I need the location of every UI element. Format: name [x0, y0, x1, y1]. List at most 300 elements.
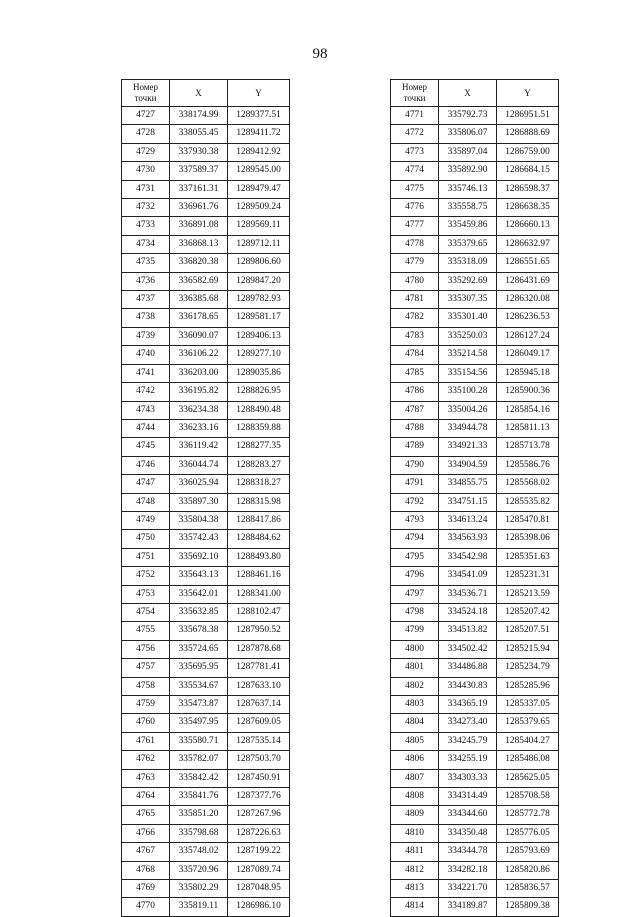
cell-x: 335792.73 [439, 107, 497, 125]
cell-point-number: 4751 [122, 548, 170, 566]
table-row [391, 659, 559, 677]
cell-point-number: 4778 [391, 235, 439, 253]
table-row [122, 640, 290, 658]
cell-point-number: 4781 [391, 291, 439, 309]
cell-x: 337161.31 [170, 180, 228, 198]
table-row [391, 383, 559, 401]
cell-x: 334921.33 [439, 438, 497, 456]
cell-point-number: 4771 [391, 107, 439, 125]
cell-x: 336195.82 [170, 383, 228, 401]
cell-y: 1286598.37 [497, 180, 559, 198]
cell-point-number: 4775 [391, 180, 439, 198]
cell-x: 334189.87 [439, 898, 497, 916]
cell-y: 1286320.08 [497, 291, 559, 309]
table-row [122, 438, 290, 456]
cell-point-number: 4734 [122, 235, 170, 253]
table-row [391, 162, 559, 180]
cell-x: 335782.07 [170, 751, 228, 769]
cell-point-number: 4744 [122, 419, 170, 437]
cell-x: 334541.09 [439, 567, 497, 585]
cell-point-number: 4783 [391, 327, 439, 345]
table-row [391, 180, 559, 198]
table-row [122, 383, 290, 401]
cell-y: 1288484.62 [228, 530, 290, 548]
table-row [122, 511, 290, 529]
cell-y: 1285809.38 [497, 898, 559, 916]
cell-x: 335746.13 [439, 180, 497, 198]
cell-x: 335695.95 [170, 659, 228, 677]
cell-point-number: 4747 [122, 475, 170, 493]
cell-x: 335804.38 [170, 511, 228, 529]
cell-x: 336203.00 [170, 364, 228, 382]
cell-x: 336961.76 [170, 199, 228, 217]
cell-point-number: 4773 [391, 143, 439, 161]
table-row [391, 898, 559, 916]
cell-y: 1289847.20 [228, 272, 290, 290]
cell-y: 1285900.36 [497, 383, 559, 401]
cell-x: 335841.76 [170, 788, 228, 806]
table-row [391, 401, 559, 419]
cell-point-number: 4740 [122, 346, 170, 364]
cell-y: 1285351.63 [497, 548, 559, 566]
table-row [122, 419, 290, 437]
cell-y: 1286660.13 [497, 217, 559, 235]
cell-point-number: 4802 [391, 677, 439, 695]
page-number: 98 [312, 46, 328, 62]
cell-point-number: 4755 [122, 622, 170, 640]
cell-y: 1287048.95 [228, 880, 290, 898]
cell-y: 1285404.27 [497, 732, 559, 750]
cell-x: 335724.65 [170, 640, 228, 658]
cell-y: 1285836.57 [497, 880, 559, 898]
cell-y: 1285776.05 [497, 824, 559, 842]
cell-x: 334944.78 [439, 419, 497, 437]
table-row [391, 493, 559, 511]
table-header-row [391, 80, 559, 107]
cell-y: 1289509.24 [228, 199, 290, 217]
table-row [122, 714, 290, 732]
cell-x: 336178.65 [170, 309, 228, 327]
cell-point-number: 4797 [391, 585, 439, 603]
table-row [391, 622, 559, 640]
cell-point-number: 4737 [122, 291, 170, 309]
cell-y: 1288283.27 [228, 456, 290, 474]
table-row [391, 696, 559, 714]
table-row [391, 603, 559, 621]
cell-y: 1285568.02 [497, 475, 559, 493]
table-row [122, 364, 290, 382]
cell-y: 1288315.98 [228, 493, 290, 511]
cell-point-number: 4729 [122, 143, 170, 161]
cell-x: 334221.70 [439, 880, 497, 898]
cell-point-number: 4767 [122, 843, 170, 861]
cell-x: 335004.26 [439, 401, 497, 419]
cell-x: 335897.04 [439, 143, 497, 161]
cell-x: 335632.85 [170, 603, 228, 621]
table-row [122, 456, 290, 474]
cell-y: 1286986.10 [228, 898, 290, 916]
table-row [391, 107, 559, 125]
cell-x: 334513.82 [439, 622, 497, 640]
table-row [122, 180, 290, 198]
table-row [122, 125, 290, 143]
table-row [391, 291, 559, 309]
cell-y: 1287637.14 [228, 696, 290, 714]
cell-point-number: 4791 [391, 475, 439, 493]
cell-point-number: 4814 [391, 898, 439, 916]
table-row [391, 438, 559, 456]
cell-x: 336090.07 [170, 327, 228, 345]
cell-x: 334303.33 [439, 769, 497, 787]
table-row [391, 530, 559, 548]
cell-x: 334502.42 [439, 640, 497, 658]
cell-x: 335100.28 [439, 383, 497, 401]
cell-y: 1285285.96 [497, 677, 559, 695]
cell-x: 336106.22 [170, 346, 228, 364]
cell-point-number: 4727 [122, 107, 170, 125]
cell-point-number: 4788 [391, 419, 439, 437]
cell-x: 334344.78 [439, 843, 497, 861]
cell-point-number: 4785 [391, 364, 439, 382]
header-y: Y [497, 80, 559, 107]
table-row [122, 622, 290, 640]
table-row [122, 898, 290, 916]
cell-x: 334486.88 [439, 659, 497, 677]
cell-point-number: 4739 [122, 327, 170, 345]
table-row [391, 364, 559, 382]
table-row [122, 567, 290, 585]
table-row [122, 548, 290, 566]
cell-y: 1285811.13 [497, 419, 559, 437]
cell-point-number: 4770 [122, 898, 170, 916]
cell-x: 334563.93 [439, 530, 497, 548]
cell-x: 334613.24 [439, 511, 497, 529]
cell-y: 1285772.78 [497, 806, 559, 824]
cell-x: 335720.96 [170, 861, 228, 879]
cell-x: 335748.02 [170, 843, 228, 861]
header-point-number-line2: точки [134, 93, 157, 103]
cell-y: 1289406.13 [228, 327, 290, 345]
table-row [122, 843, 290, 861]
table-row [391, 880, 559, 898]
cell-x: 335292.69 [439, 272, 497, 290]
cell-x: 337589.37 [170, 162, 228, 180]
cell-x: 336119.42 [170, 438, 228, 456]
table-row [391, 843, 559, 861]
cell-x: 334855.75 [439, 475, 497, 493]
cell-x: 336820.38 [170, 254, 228, 272]
header-point-number-line1: Номер [132, 82, 159, 92]
table-row [391, 585, 559, 603]
cell-x: 334314.49 [439, 788, 497, 806]
cell-point-number: 4741 [122, 364, 170, 382]
cell-y: 1287633.10 [228, 677, 290, 695]
cell-point-number: 4743 [122, 401, 170, 419]
table-row [122, 696, 290, 714]
cell-point-number: 4789 [391, 438, 439, 456]
cell-x: 337930.38 [170, 143, 228, 161]
table-row [122, 861, 290, 879]
table-row [122, 585, 290, 603]
cell-point-number: 4808 [391, 788, 439, 806]
cell-point-number: 4793 [391, 511, 439, 529]
cell-y: 1285207.42 [497, 603, 559, 621]
table-row [391, 769, 559, 787]
table-row [122, 880, 290, 898]
table-row [391, 475, 559, 493]
cell-y: 1287089.74 [228, 861, 290, 879]
cell-y: 1285470.81 [497, 511, 559, 529]
table-row [391, 254, 559, 272]
cell-x: 335897.30 [170, 493, 228, 511]
cell-x: 335892.90 [439, 162, 497, 180]
cell-y: 1288826.95 [228, 383, 290, 401]
cell-x: 335842.42 [170, 769, 228, 787]
cell-x: 335301.40 [439, 309, 497, 327]
cell-point-number: 4756 [122, 640, 170, 658]
table-row [391, 217, 559, 235]
table-row [122, 107, 290, 125]
cell-x: 335742.43 [170, 530, 228, 548]
cell-y: 1286638.35 [497, 199, 559, 217]
cell-y: 1285207.51 [497, 622, 559, 640]
cell-x: 336233.16 [170, 419, 228, 437]
cell-point-number: 4758 [122, 677, 170, 695]
table-row [122, 603, 290, 621]
cell-y: 1288318.27 [228, 475, 290, 493]
header-y: Y [228, 80, 290, 107]
cell-x: 335806.07 [439, 125, 497, 143]
table-row [391, 751, 559, 769]
cell-x: 334751.15 [439, 493, 497, 511]
cell-y: 1285793.69 [497, 843, 559, 861]
cell-point-number: 4732 [122, 199, 170, 217]
cell-point-number: 4774 [391, 162, 439, 180]
cell-point-number: 4784 [391, 346, 439, 364]
cell-x: 335819.11 [170, 898, 228, 916]
cell-x: 336385.68 [170, 291, 228, 309]
cell-y: 1285820.86 [497, 861, 559, 879]
cell-point-number: 4742 [122, 383, 170, 401]
table-row [122, 309, 290, 327]
cell-x: 335643.13 [170, 567, 228, 585]
cell-x: 334255.19 [439, 751, 497, 769]
table-row [391, 824, 559, 842]
cell-x: 335692.10 [170, 548, 228, 566]
table-row [391, 346, 559, 364]
cell-x: 334282.18 [439, 861, 497, 879]
cell-x: 335802.29 [170, 880, 228, 898]
cell-point-number: 4752 [122, 567, 170, 585]
table-row [122, 732, 290, 750]
cell-y: 1286049.17 [497, 346, 559, 364]
cell-point-number: 4806 [391, 751, 439, 769]
cell-point-number: 4801 [391, 659, 439, 677]
table-row [391, 456, 559, 474]
cell-point-number: 4760 [122, 714, 170, 732]
cell-point-number: 4786 [391, 383, 439, 401]
cell-x: 335678.38 [170, 622, 228, 640]
cell-point-number: 4810 [391, 824, 439, 842]
cell-point-number: 4809 [391, 806, 439, 824]
cell-y: 1289411.72 [228, 125, 290, 143]
cell-y: 1285535.82 [497, 493, 559, 511]
cell-point-number: 4803 [391, 696, 439, 714]
cell-y: 1288417.86 [228, 511, 290, 529]
cell-y: 1288359.88 [228, 419, 290, 437]
cell-point-number: 4798 [391, 603, 439, 621]
cell-x: 334430.83 [439, 677, 497, 695]
cell-y: 1287199.22 [228, 843, 290, 861]
cell-x: 335250.03 [439, 327, 497, 345]
cell-y: 1286951.51 [497, 107, 559, 125]
table-row [122, 217, 290, 235]
cell-y: 1285337.05 [497, 696, 559, 714]
cell-x: 335473.87 [170, 696, 228, 714]
cell-point-number: 4750 [122, 530, 170, 548]
cell-y: 1288341.00 [228, 585, 290, 603]
cell-y: 1289377.51 [228, 107, 290, 125]
cell-y: 1289782.93 [228, 291, 290, 309]
cell-x: 335214.58 [439, 346, 497, 364]
cell-y: 1286551.65 [497, 254, 559, 272]
cell-x: 336234.38 [170, 401, 228, 419]
cell-point-number: 4762 [122, 751, 170, 769]
cell-x: 334365.19 [439, 696, 497, 714]
cell-y: 1287950.52 [228, 622, 290, 640]
table-row [122, 475, 290, 493]
cell-point-number: 4777 [391, 217, 439, 235]
cell-x: 334542.98 [439, 548, 497, 566]
cell-point-number: 4728 [122, 125, 170, 143]
cell-point-number: 4812 [391, 861, 439, 879]
cell-y: 1285625.05 [497, 769, 559, 787]
cell-point-number: 4768 [122, 861, 170, 879]
cell-x: 334524.18 [439, 603, 497, 621]
table-row [122, 143, 290, 161]
cell-point-number: 4811 [391, 843, 439, 861]
cell-x: 335497.95 [170, 714, 228, 732]
table-row [122, 401, 290, 419]
cell-point-number: 4807 [391, 769, 439, 787]
table-row [391, 125, 559, 143]
table-row [122, 751, 290, 769]
cell-point-number: 4736 [122, 272, 170, 290]
cell-y: 1289277.10 [228, 346, 290, 364]
table-row [391, 732, 559, 750]
cell-x: 336044.74 [170, 456, 228, 474]
table-row [391, 272, 559, 290]
cell-y: 1287609.05 [228, 714, 290, 732]
cell-point-number: 4753 [122, 585, 170, 603]
table-row [391, 143, 559, 161]
cell-x: 335307.35 [439, 291, 497, 309]
cell-point-number: 4765 [122, 806, 170, 824]
cell-x: 335379.65 [439, 235, 497, 253]
cell-x: 335558.75 [439, 199, 497, 217]
table-row [391, 788, 559, 806]
cell-y: 1288461.16 [228, 567, 290, 585]
table-row [122, 769, 290, 787]
cell-y: 1289569.11 [228, 217, 290, 235]
cell-y: 1287878.68 [228, 640, 290, 658]
cell-point-number: 4795 [391, 548, 439, 566]
header-point-number [122, 80, 170, 107]
cell-y: 1289581.17 [228, 309, 290, 327]
cell-point-number: 4769 [122, 880, 170, 898]
cell-point-number: 4799 [391, 622, 439, 640]
table-row [122, 530, 290, 548]
cell-y: 1285713.78 [497, 438, 559, 456]
cell-y: 1285586.76 [497, 456, 559, 474]
cell-y: 1289479.47 [228, 180, 290, 198]
cell-y: 1288102.47 [228, 603, 290, 621]
cell-x: 336891.08 [170, 217, 228, 235]
cell-x: 334536.71 [439, 585, 497, 603]
cell-x: 335851.20 [170, 806, 228, 824]
cell-y: 1286236.53 [497, 309, 559, 327]
table-row [122, 824, 290, 842]
coordinates-table-left [121, 79, 290, 917]
cell-y: 1285234.79 [497, 659, 559, 677]
cell-y: 1285379.65 [497, 714, 559, 732]
table-row [122, 235, 290, 253]
table-row [122, 291, 290, 309]
cell-point-number: 4763 [122, 769, 170, 787]
table-row [391, 567, 559, 585]
cell-point-number: 4779 [391, 254, 439, 272]
cell-point-number: 4749 [122, 511, 170, 529]
cell-point-number: 4782 [391, 309, 439, 327]
cell-y: 1285854.16 [497, 401, 559, 419]
cell-x: 338055.45 [170, 125, 228, 143]
cell-y: 1289806.60 [228, 254, 290, 272]
cell-point-number: 4761 [122, 732, 170, 750]
cell-point-number: 4787 [391, 401, 439, 419]
cell-y: 1288490.48 [228, 401, 290, 419]
table-row [391, 640, 559, 658]
table-row [122, 806, 290, 824]
cell-point-number: 4730 [122, 162, 170, 180]
cell-point-number: 4745 [122, 438, 170, 456]
cell-x: 336025.94 [170, 475, 228, 493]
cell-point-number: 4733 [122, 217, 170, 235]
cell-y: 1286684.15 [497, 162, 559, 180]
cell-point-number: 4757 [122, 659, 170, 677]
table-row [122, 677, 290, 695]
cell-x: 336868.13 [170, 235, 228, 253]
table-row [391, 677, 559, 695]
cell-point-number: 4766 [122, 824, 170, 842]
cell-point-number: 4746 [122, 456, 170, 474]
table-row [122, 493, 290, 511]
header-x: X [170, 80, 228, 107]
cell-x: 335580.71 [170, 732, 228, 750]
table-row [391, 309, 559, 327]
table-header-row [122, 80, 290, 107]
table-row [122, 327, 290, 345]
cell-x: 335798.68 [170, 824, 228, 842]
cell-x: 338174.99 [170, 107, 228, 125]
table-row [122, 272, 290, 290]
cell-y: 1289712.11 [228, 235, 290, 253]
cell-x: 334245.79 [439, 732, 497, 750]
cell-point-number: 4735 [122, 254, 170, 272]
table-row [391, 235, 559, 253]
cell-y: 1287535.14 [228, 732, 290, 750]
table-row [391, 806, 559, 824]
table-row [391, 511, 559, 529]
